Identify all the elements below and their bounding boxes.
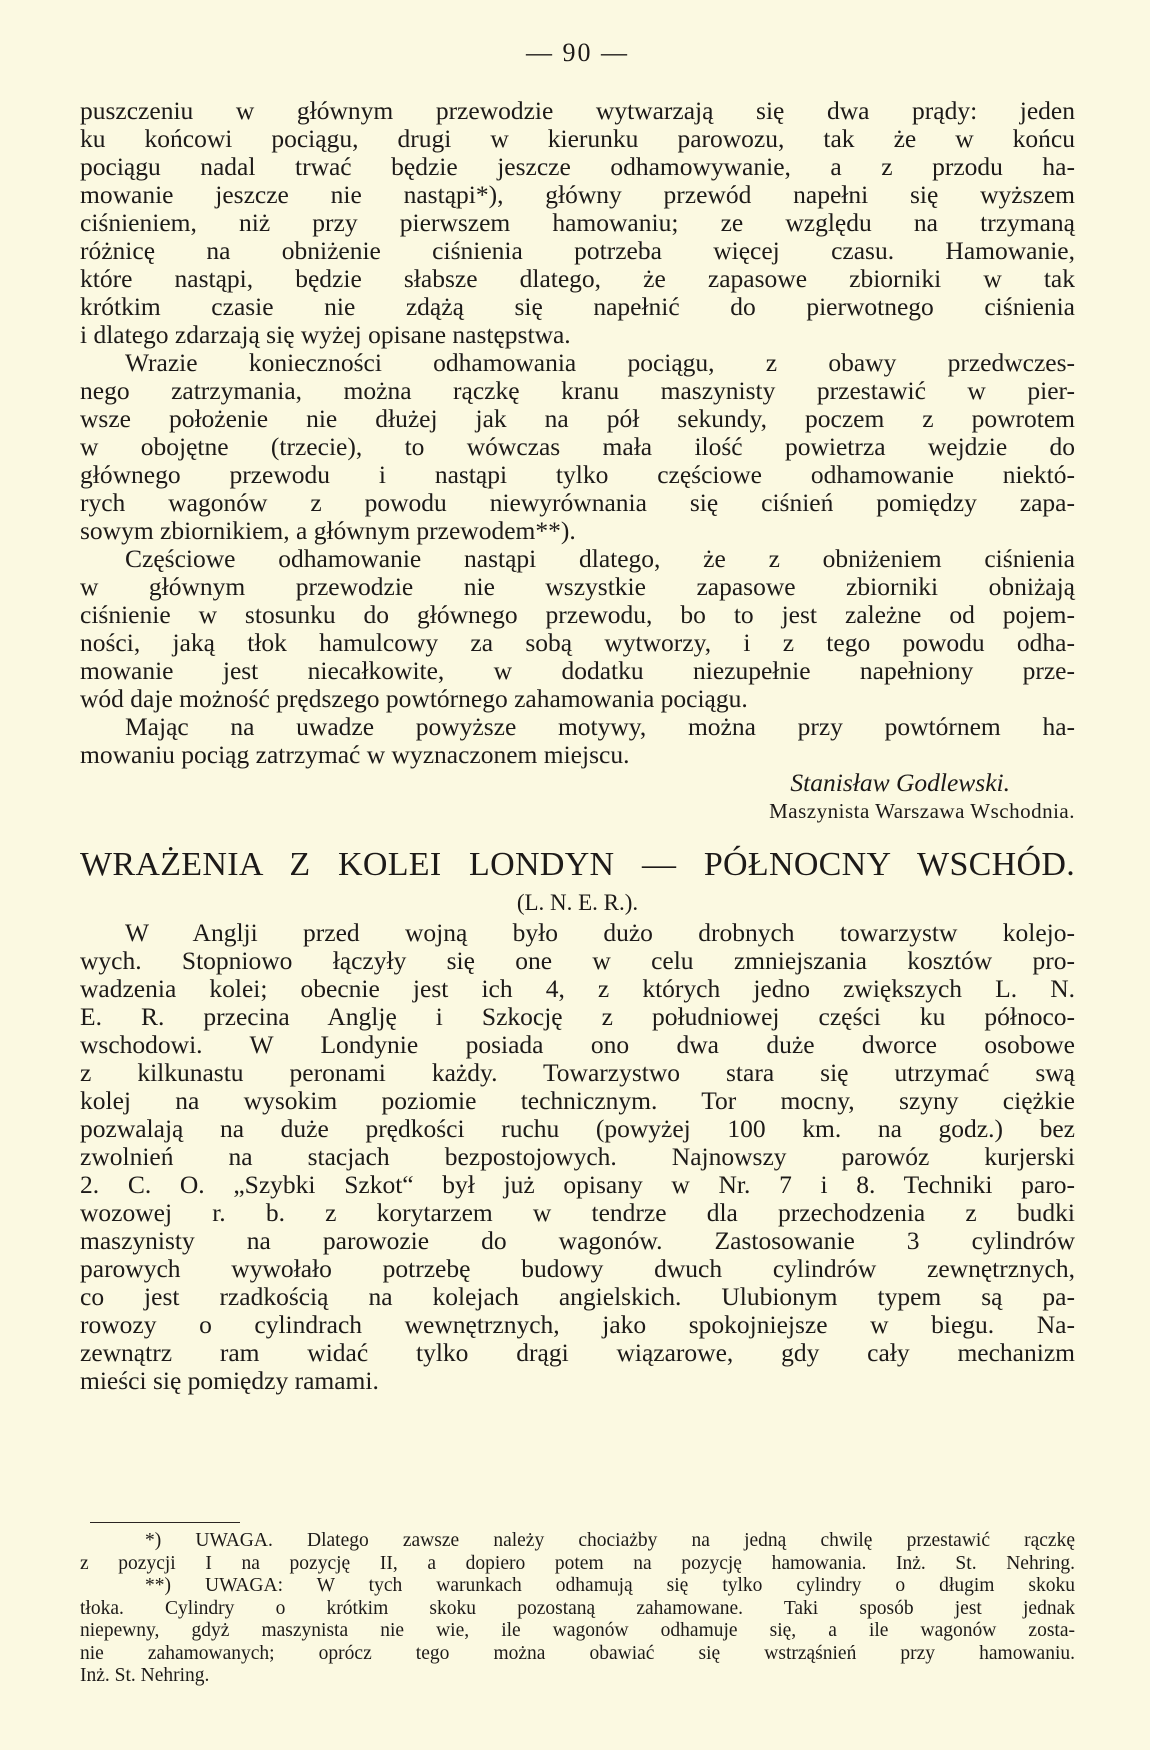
page-number: — 90 — (526, 38, 629, 67)
text-line: wozowej r. b. z korytarzem w tendrze dla przechodzenia z budki (80, 1198, 1075, 1227)
footnote-1-line: *) UWAGA. Dlatego zawsze należy chociażby na jedną chwilę przestawić rączkę (145, 1530, 1075, 1551)
text-line: rowozy o cylindrach wewnętrznych, jako spokojniejsze w biegu. Na- (80, 1310, 1075, 1339)
text-line: które nastąpi, będzie słabsze dlatego, że zapasowe zbiorniki w tak (80, 264, 1075, 293)
text-line: głównego przewodu i nastąpi tylko częściowe odhamowanie niektó- (80, 460, 1075, 489)
text-line: maszynisty na parowozie do wagonów. Zastosowanie 3 cylindrów (80, 1226, 1075, 1255)
text-line: kolej na wysokim poziomie technicznym. Tor mocny, szyny ciężkie (80, 1086, 1075, 1115)
paragraph-start-line: Wrazie konieczności odhamowania pociągu, z obawy przedwczes- (125, 348, 1075, 377)
article-brake-continuation (80, 97, 1075, 1395)
paragraph-start-line: Częściowe odhamowanie nastąpi dlatego, że z obniżeniem ciśnienia (125, 544, 1075, 573)
text-line: co jest rzadkością na kolejach angielskich. Ulubionym typem są pa- (80, 1282, 1075, 1311)
signature-name: Stanisław Godlewski. (790, 768, 1010, 797)
text-line: puszczeniu w głównym przewodzie wytwarzają się dwa prądy: jeden (80, 96, 1075, 125)
signature-role: Maszynista Warszawa Wschodnia. (769, 799, 1075, 823)
paragraph-start-line: W Anglji przed wojną było dużo drobnych towarzystw kolejo- (125, 918, 1075, 947)
footnotes (80, 1530, 1075, 1688)
section-subtitle: (L. N. E. R.). (516, 890, 639, 915)
section-title: WRAŻENIA Z KOLEI LONDYN — PÓŁNOCNY WSCHÓD. (80, 846, 1075, 883)
text-line: wód daje możność prędszego powtórnego zahamowania pociągu. (80, 684, 748, 713)
footnote-2-line: tłoka. Cylindry o krótkim skoku pozostaną zahamowane. Taki sposób jest jednak (80, 1597, 1075, 1619)
text-line: różnicę na obniżenie ciśnienia potrzeba więcej czasu. Hamowanie, (80, 236, 1075, 265)
text-line: w obojętne (trzecie), to wówczas mała ilość powietrza wejdzie do (80, 432, 1075, 461)
text-line: ciśnieniem, niż przy pierwszem hamowaniu; ze względu na trzymaną (80, 208, 1075, 237)
footnote-2-line: **) UWAGA: W tych warunkach odhamują się tylko cylindry o długim skoku (145, 1575, 1075, 1596)
text-line: sowym zbiornikiem, a głównym przewodem**). (80, 516, 576, 545)
footnote-1-line: z pozycji I na pozycję II, a dopiero potem na pozycję hamowania. Inż. St. Nehring. (80, 1552, 1075, 1574)
text-line: krótkim czasie nie zdążą się napełnić do pierwotnego ciśnienia (80, 292, 1075, 321)
text-line: E. R. przecina Anglję i Szkocję z południowej części ku północo- (80, 1002, 1075, 1031)
text-line: mowanie jeszcze nie nastąpi*), główny przewód napełni się wyższem (80, 180, 1075, 209)
text-line: z kilkunastu peronami każdy. Towarzystwo stara się utrzymać swą (80, 1058, 1075, 1087)
text-line: nego zatrzymania, można rączkę kranu maszynisty przestawić w pier- (80, 376, 1075, 405)
text-line: zewnątrz ram widać tylko drągi wiązarowe, gdy cały mechanizm (80, 1338, 1075, 1367)
text-line: ciśnienie w stosunku do głównego przewodu, bo to jest zależne od pojem- (80, 600, 1075, 629)
text-line: rych wagonów z powodu niewyrównania się ciśnień pomiędzy zapa- (80, 488, 1075, 517)
text-line: i dlatego zdarzają się wyżej opisane następstwa. (80, 320, 571, 349)
paragraph-start-line: Mając na uwadze powyższe motywy, można przy powtórnem ha- (125, 712, 1075, 741)
text-line: w głównym przewodzie nie wszystkie zapasowe zbiorniki obniżają (80, 572, 1075, 601)
footnote-divider (90, 1522, 240, 1523)
text-line: ku końcowi pociągu, drugi w kierunku parowozu, tak że w końcu (80, 124, 1075, 153)
text-line: pociągu nadal trwać będzie jeszcze odhamowywanie, a z przodu ha- (80, 152, 1075, 181)
text-line: zwolnień na stacjach bezpostojowych. Najnowszy parowóz kurjerski (80, 1142, 1075, 1171)
text-line: ności, jaką tłok hamulcowy za sobą wytworzy, i z tego powodu odha- (80, 628, 1075, 657)
text-line: mowaniu pociąg zatrzymać w wyznaczonem miejscu. (80, 740, 630, 769)
footnote-2-line: Inż. St. Nehring. (80, 1665, 210, 1686)
text-line: wadzenia kolei; obecnie jest ich 4, z których jedno zwiększych L. N. (80, 974, 1075, 1003)
text-line: 2. C. O. „Szybki Szkot“ był już opisany w Nr. 7 i 8. Techniki paro- (80, 1170, 1075, 1199)
text-line: wych. Stopniowo łączyły się one w celu zmniejszania kosztów pro- (80, 946, 1075, 975)
text-line: parowych wywołało potrzebę budowy dwuch cylindrów zewnętrznych, (80, 1254, 1075, 1283)
text-line: mowanie jest niecałkowite, w dodatku niezupełnie napełniony prze- (80, 656, 1075, 685)
text-line: wsze położenie nie dłużej jak na pół sekundy, poczem z powrotem (80, 404, 1075, 433)
text-line: mieści się pomiędzy ramami. (80, 1366, 379, 1395)
text-line: pozwalają na duże prędkości ruchu (powyżej 100 km. na godz.) bez (80, 1114, 1075, 1143)
text-line: wschodowi. W Londynie posiada ono dwa duże dworce osobowe (80, 1030, 1075, 1059)
footnote-2-line: niepewny, gdyż maszynista nie wie, ile wagonów odhamuje się, a ile wagonów zosta- (80, 1620, 1075, 1641)
footnote-2-line: nie zahamowanych; oprócz tego można obawiać się wstrząśnień przy hamowaniu. (80, 1642, 1075, 1664)
